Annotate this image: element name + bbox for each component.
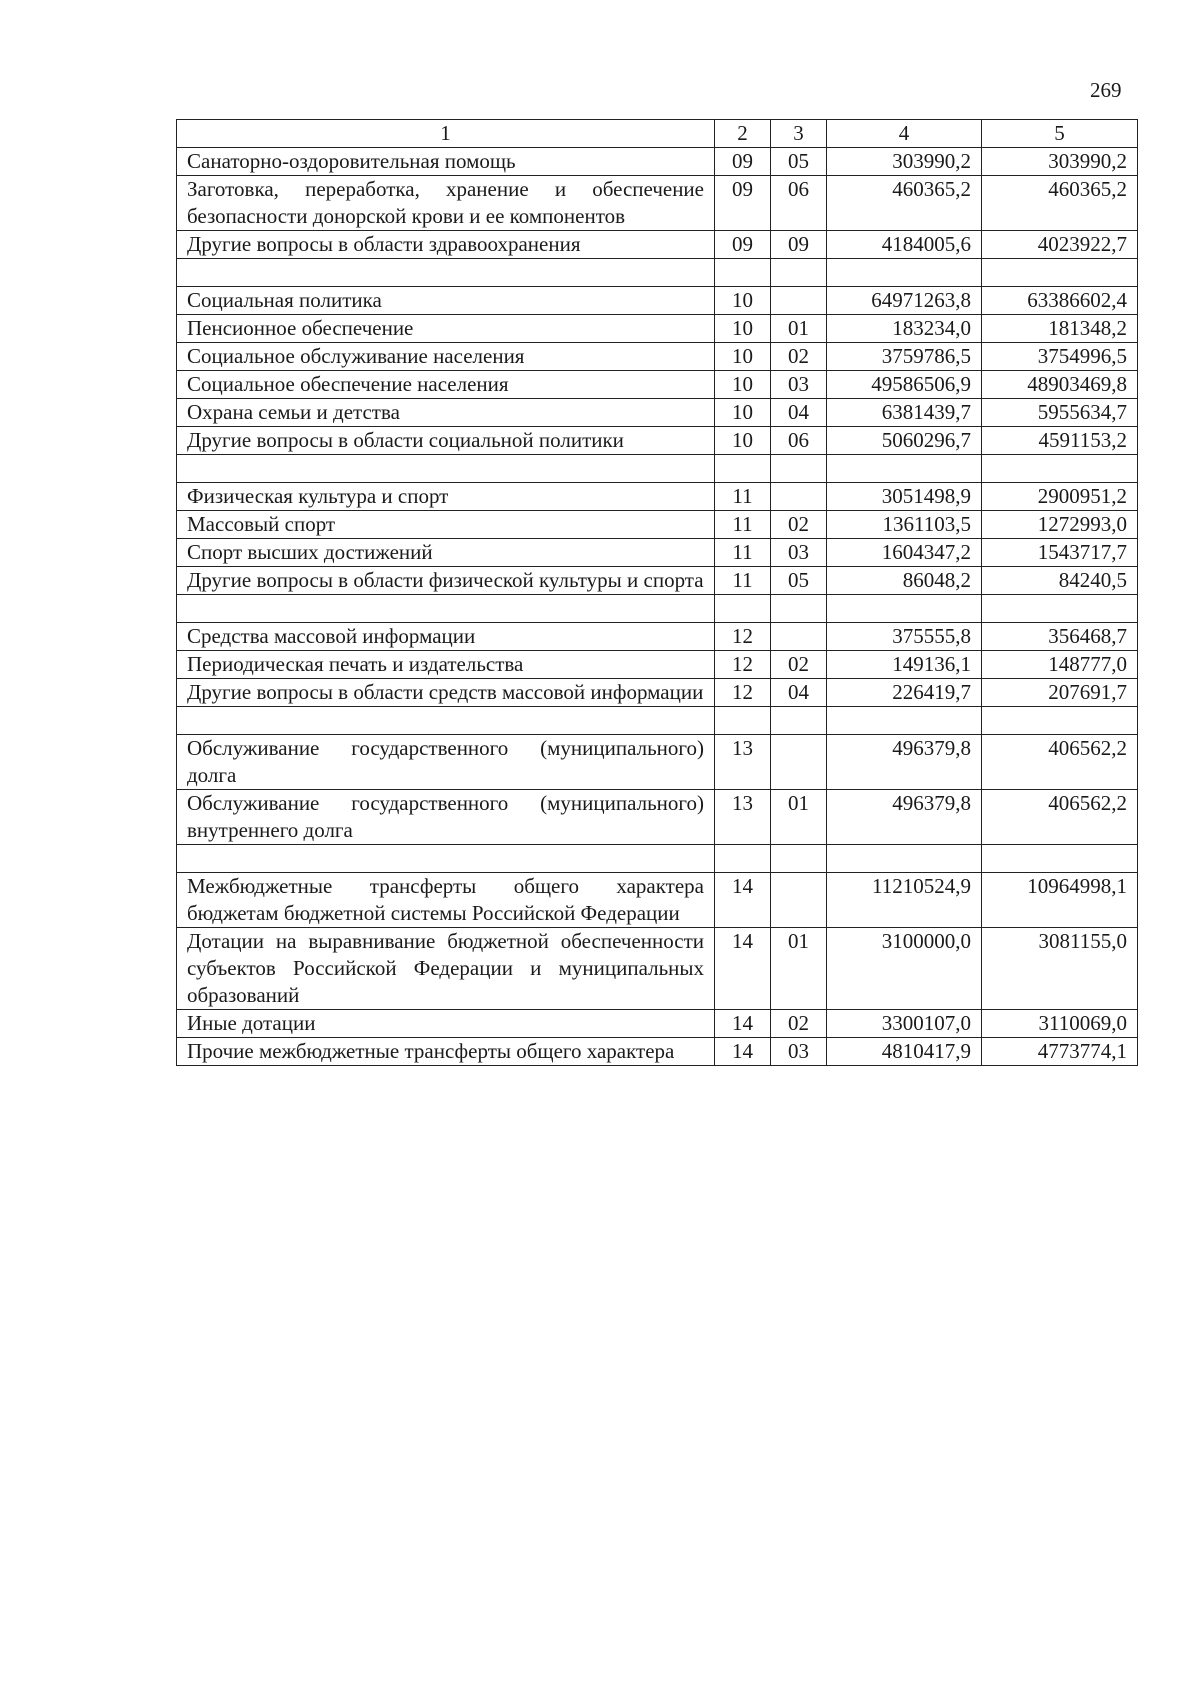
empty-cell (715, 845, 771, 873)
page-number: 269 (1090, 78, 1122, 102)
section-code-cell: 11 (715, 567, 771, 595)
empty-cell (177, 707, 715, 735)
section-code-cell: 10 (715, 315, 771, 343)
subsection-code-cell: 04 (771, 679, 827, 707)
amount-col5-cell: 5955634,7 (982, 399, 1138, 427)
subsection-code-cell: 02 (771, 651, 827, 679)
empty-cell (827, 259, 982, 287)
empty-cell (771, 845, 827, 873)
subsection-code-cell: 02 (771, 511, 827, 539)
table-row (177, 1038, 1138, 1066)
header-col-1: 1 (177, 120, 715, 148)
amount-col5-cell: 460365,2 (982, 176, 1138, 231)
empty-cell (177, 259, 715, 287)
amount-col4-cell: 3051498,9 (827, 483, 982, 511)
row-name-cell: Социальное обеспечение населения (177, 371, 715, 399)
table-row (177, 623, 1138, 651)
subsection-code-cell: 09 (771, 231, 827, 259)
amount-col5-cell: 356468,7 (982, 623, 1138, 651)
amount-col4-cell: 460365,2 (827, 176, 982, 231)
row-name-cell: Физическая культура и спорт (177, 483, 715, 511)
amount-col5-cell: 4023922,7 (982, 231, 1138, 259)
subsection-code-cell: 02 (771, 1010, 827, 1038)
table-row (177, 427, 1138, 455)
amount-col5-cell: 3754996,5 (982, 343, 1138, 371)
empty-cell (177, 595, 715, 623)
amount-col4-cell: 149136,1 (827, 651, 982, 679)
section-code-cell: 09 (715, 176, 771, 231)
subsection-code-cell (771, 623, 827, 651)
amount-col5-cell: 10964998,1 (982, 873, 1138, 928)
amount-col5-cell: 63386602,4 (982, 287, 1138, 315)
subsection-code-cell: 05 (771, 567, 827, 595)
empty-cell (827, 707, 982, 735)
row-name-cell: Социальная политика (177, 287, 715, 315)
empty-cell (982, 845, 1138, 873)
subsection-code-cell: 02 (771, 343, 827, 371)
budget-table (176, 119, 1138, 1066)
empty-cell (771, 595, 827, 623)
row-name-cell: Другие вопросы в области социальной политики (177, 427, 715, 455)
empty-cell (982, 259, 1138, 287)
subsection-code-cell: 05 (771, 148, 827, 176)
section-code-cell: 10 (715, 371, 771, 399)
empty-cell (771, 455, 827, 483)
table-row (177, 148, 1138, 176)
table-row (177, 873, 1138, 928)
amount-col4-cell: 3300107,0 (827, 1010, 982, 1038)
section-code-cell: 12 (715, 623, 771, 651)
subsection-code-cell: 03 (771, 539, 827, 567)
amount-col4-cell: 64971263,8 (827, 287, 982, 315)
amount-col4-cell: 183234,0 (827, 315, 982, 343)
amount-col4-cell: 226419,7 (827, 679, 982, 707)
amount-col4-cell: 4184005,6 (827, 231, 982, 259)
row-name-cell: Заготовка, переработка, хранение и обеспечение безопасности донорской крови и ее компонентов (177, 176, 715, 231)
empty-cell (771, 707, 827, 735)
subsection-code-cell: 01 (771, 790, 827, 845)
amount-col4-cell: 86048,2 (827, 567, 982, 595)
row-name-cell: Охрана семьи и детства (177, 399, 715, 427)
row-name-cell: Пенсионное обеспечение (177, 315, 715, 343)
table-row (177, 399, 1138, 427)
section-code-cell: 09 (715, 231, 771, 259)
section-code-cell: 11 (715, 539, 771, 567)
section-code-cell: 09 (715, 148, 771, 176)
section-code-cell: 10 (715, 343, 771, 371)
header-col-3: 3 (771, 120, 827, 148)
empty-cell (715, 595, 771, 623)
subsection-code-cell (771, 483, 827, 511)
table-row (177, 343, 1138, 371)
section-code-cell: 10 (715, 427, 771, 455)
table-row (177, 679, 1138, 707)
amount-col4-cell: 5060296,7 (827, 427, 982, 455)
empty-cell (827, 595, 982, 623)
empty-cell (715, 707, 771, 735)
table-row (177, 735, 1138, 790)
row-name-cell: Другие вопросы в области физической культуры и спорта (177, 567, 715, 595)
header-col-2: 2 (715, 120, 771, 148)
table-row (177, 567, 1138, 595)
section-code-cell: 12 (715, 679, 771, 707)
subsection-code-cell: 06 (771, 427, 827, 455)
table-row (177, 651, 1138, 679)
section-code-cell: 11 (715, 511, 771, 539)
amount-col5-cell: 207691,7 (982, 679, 1138, 707)
empty-cell (827, 455, 982, 483)
table-row (177, 371, 1138, 399)
empty-cell (982, 595, 1138, 623)
subsection-code-cell (771, 735, 827, 790)
header-col-5: 5 (982, 120, 1138, 148)
amount-col4-cell: 3759786,5 (827, 343, 982, 371)
subsection-code-cell: 06 (771, 176, 827, 231)
row-name-cell: Средства массовой информации (177, 623, 715, 651)
table-row (177, 511, 1138, 539)
empty-cell (982, 707, 1138, 735)
amount-col5-cell: 1272993,0 (982, 511, 1138, 539)
subsection-code-cell (771, 873, 827, 928)
row-name-cell: Дотации на выравнивание бюджетной обеспеченности субъектов Российской Федерации и муниципальных образований (177, 928, 715, 1010)
amount-col4-cell: 496379,8 (827, 790, 982, 845)
section-code-cell: 13 (715, 735, 771, 790)
amount-col5-cell: 3110069,0 (982, 1010, 1138, 1038)
empty-cell (771, 259, 827, 287)
spacer-row (177, 455, 1138, 483)
budget-table-body (177, 120, 1138, 1066)
amount-col5-cell: 48903469,8 (982, 371, 1138, 399)
amount-col5-cell: 406562,2 (982, 790, 1138, 845)
spacer-row (177, 845, 1138, 873)
amount-col5-cell: 406562,2 (982, 735, 1138, 790)
amount-col4-cell: 375555,8 (827, 623, 982, 651)
empty-cell (177, 455, 715, 483)
section-code-cell: 10 (715, 399, 771, 427)
row-name-cell: Санаторно-оздоровительная помощь (177, 148, 715, 176)
section-code-cell: 10 (715, 287, 771, 315)
amount-col5-cell: 1543717,7 (982, 539, 1138, 567)
table-row (177, 928, 1138, 1010)
amount-col5-cell: 148777,0 (982, 651, 1138, 679)
spacer-row (177, 707, 1138, 735)
subsection-code-cell (771, 287, 827, 315)
section-code-cell: 14 (715, 1038, 771, 1066)
row-name-cell: Межбюджетные трансферты общего характера бюджетам бюджетной системы Российской Федерации (177, 873, 715, 928)
section-code-cell: 13 (715, 790, 771, 845)
row-name-cell: Социальное обслуживание населения (177, 343, 715, 371)
table-row (177, 483, 1138, 511)
subsection-code-cell: 03 (771, 371, 827, 399)
table-row (177, 315, 1138, 343)
amount-col5-cell: 303990,2 (982, 148, 1138, 176)
table-header-row (177, 120, 1138, 148)
table-row (177, 231, 1138, 259)
empty-cell (177, 845, 715, 873)
amount-col5-cell: 181348,2 (982, 315, 1138, 343)
table-row (177, 287, 1138, 315)
row-name-cell: Обслуживание государственного (муниципального) внутреннего долга (177, 790, 715, 845)
section-code-cell: 11 (715, 483, 771, 511)
section-code-cell: 14 (715, 873, 771, 928)
amount-col4-cell: 4810417,9 (827, 1038, 982, 1066)
subsection-code-cell: 01 (771, 315, 827, 343)
amount-col4-cell: 496379,8 (827, 735, 982, 790)
section-code-cell: 14 (715, 1010, 771, 1038)
section-code-cell: 12 (715, 651, 771, 679)
empty-cell (715, 259, 771, 287)
amount-col4-cell: 1604347,2 (827, 539, 982, 567)
row-name-cell: Прочие межбюджетные трансферты общего характера (177, 1038, 715, 1066)
subsection-code-cell: 01 (771, 928, 827, 1010)
row-name-cell: Обслуживание государственного (муниципального) долга (177, 735, 715, 790)
empty-cell (982, 455, 1138, 483)
row-name-cell: Иные дотации (177, 1010, 715, 1038)
spacer-row (177, 595, 1138, 623)
subsection-code-cell: 04 (771, 399, 827, 427)
amount-col4-cell: 303990,2 (827, 148, 982, 176)
empty-cell (715, 455, 771, 483)
table-row (177, 790, 1138, 845)
row-name-cell: Спорт высших достижений (177, 539, 715, 567)
table-row (177, 1010, 1138, 1038)
row-name-cell: Периодическая печать и издательства (177, 651, 715, 679)
header-col-4: 4 (827, 120, 982, 148)
amount-col5-cell: 84240,5 (982, 567, 1138, 595)
spacer-row (177, 259, 1138, 287)
row-name-cell: Другие вопросы в области здравоохранения (177, 231, 715, 259)
amount-col4-cell: 6381439,7 (827, 399, 982, 427)
table-row (177, 176, 1138, 231)
amount-col4-cell: 3100000,0 (827, 928, 982, 1010)
section-code-cell: 14 (715, 928, 771, 1010)
amount-col5-cell: 3081155,0 (982, 928, 1138, 1010)
amount-col4-cell: 49586506,9 (827, 371, 982, 399)
amount-col5-cell: 4591153,2 (982, 427, 1138, 455)
amount-col5-cell: 4773774,1 (982, 1038, 1138, 1066)
amount-col5-cell: 2900951,2 (982, 483, 1138, 511)
row-name-cell: Массовый спорт (177, 511, 715, 539)
subsection-code-cell: 03 (771, 1038, 827, 1066)
row-name-cell: Другие вопросы в области средств массовой информации (177, 679, 715, 707)
amount-col4-cell: 11210524,9 (827, 873, 982, 928)
table-row (177, 539, 1138, 567)
empty-cell (827, 845, 982, 873)
amount-col4-cell: 1361103,5 (827, 511, 982, 539)
